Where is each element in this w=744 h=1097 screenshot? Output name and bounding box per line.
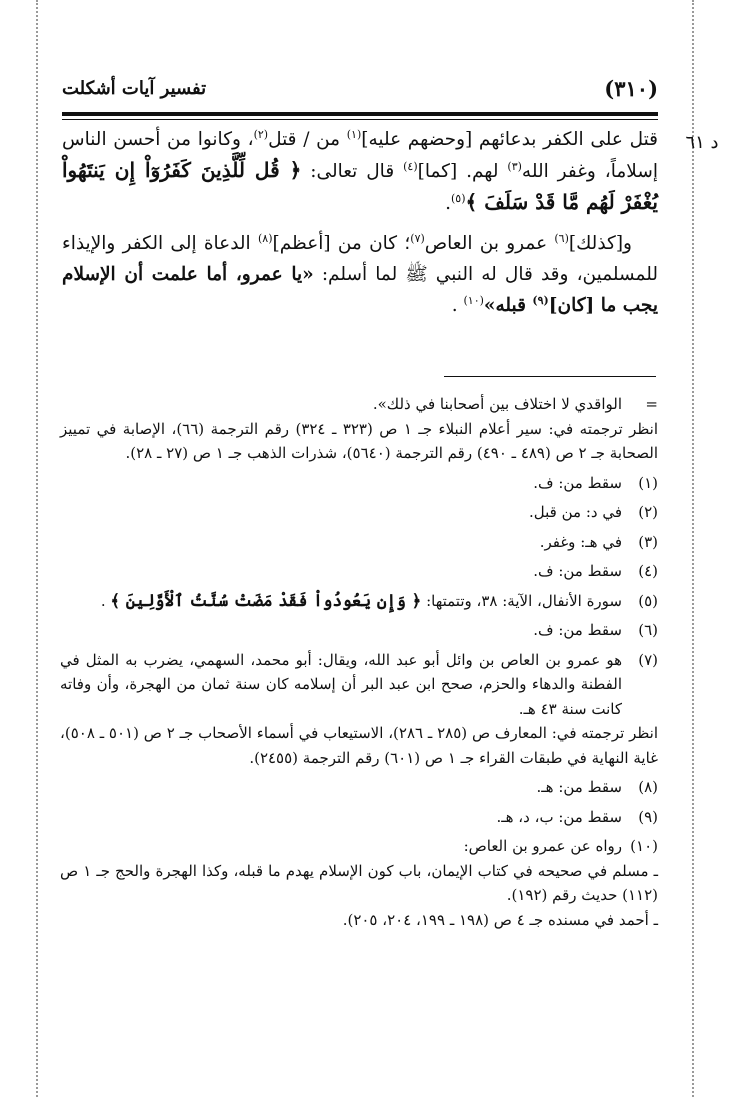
footnote-1: (١) سقط من: ف.	[60, 471, 658, 496]
page-header	[62, 76, 658, 104]
footnote-ref: (١٠)	[463, 293, 484, 307]
footnote-ref: (٨)	[257, 231, 273, 245]
manuscript-folio-ref: د ٦١	[685, 132, 719, 153]
footnote-separator	[444, 376, 656, 377]
footnote-2: (٢) في د: من قبل.	[60, 500, 658, 525]
footnote-ref: (٣)	[507, 159, 522, 173]
quran-verse: ﴿ قُل لِّلَّذِينَ كَفَرُوٓاْ إِن يَنتَهُواْ يُغْفَرْ لَهُم مَّا قَدْ سَلَفَ ﴾	[62, 158, 658, 214]
footnote-10: (١٠) رواه عن عمرو بن العاص: ـ مسلم في صحيحه في كتاب الإيمان، باب كون الإسلام يهدم ما قبله، وكذا الهجرة والحج جـ ١ ص (١١٢) حديث رقم (١٩٢). ـ أحمد في مسنده جـ ٤ ص (١٩٨ ـ ١٩٩، ٢٠٤، ٢٠٥).	[60, 834, 658, 932]
paragraph-2: و[كذلك]$^{(٦)}$ عمرو بن العاص$^{(٧)}$؛ كان من [أعظم]$^{(٨)}$ الدعاة إلى الكفر والإيذاء للمسلمين، وقد قال له النبي ﷺ لما أسلم: «يا عمرو، أما علمت أن الإسلام يجب ما [كان]$^{(٩)}$ قبله»$^{(١٠)}$ .	[62, 231, 658, 316]
footnote-9: (٩) سقط من: ب، د، هـ.	[60, 805, 658, 830]
main-text	[62, 124, 658, 321]
footnote-4: (٤) سقط من: ف.	[60, 559, 658, 584]
footnotes	[60, 392, 658, 937]
footnote-mark: (٢)	[638, 503, 658, 521]
quran-verse: ﴿ وَإِن يَعُودُواْ فَقَدْ مَضَتْ سُنَّتُ ٱلْأَوَّلِينَ ﴾	[110, 590, 422, 610]
footnote-mark: (٩)	[638, 807, 658, 826]
footnote-mark: (٤)	[638, 562, 658, 580]
footnote-mark: =	[645, 395, 658, 413]
running-title: تفسير آيات أشكلت	[62, 78, 207, 99]
footnote-mark: (٨)	[638, 778, 658, 796]
header-rule-thin	[62, 119, 658, 120]
scan-edge-left	[36, 0, 38, 1097]
paragraph-1: قتل على الكفر بدعائهم [وحضهم عليه]$^{(١)}$ من / قتل$^{(٢)}$، وكانوا من أحسن الناس إسلاماً، وغفر الله$^{(٣)}$ لهم. [كما]$^{(٤)}$ قال تعالى: ﴿ قُل لِّلَّذِينَ كَفَرُوٓاْ إِن يَنتَهُواْ يُغْفَرْ لَهُم مَّا قَدْ سَلَفَ ﴾$^{(٥)}$.	[62, 127, 658, 214]
footnote-6: (٦) سقط من: ف.	[60, 618, 658, 643]
footnote-ref: (٢)	[253, 127, 269, 141]
scan-edge-right	[692, 0, 694, 1097]
footnote-3: (٣) في هـ: وغفر.	[60, 530, 658, 555]
footnote-ref: (٥)	[451, 191, 466, 205]
footnote-mark: (٧)	[638, 650, 658, 669]
footnote-ref: (٤)	[403, 159, 418, 173]
footnote-mark: (١٠)	[630, 837, 658, 855]
footnote-ref: (٧)	[410, 231, 425, 245]
footnote-7: (٧) هو عمرو بن العاص بن وائل أبو عبد الله، ويقال: أبو محمد، السهمي، يضرب به المثل في الفطنة والدهاء والحزم، صحح ابن عبد البر أن إسلامه كان سنة ثمان من الهجرة، وأن وفاته كانت سنة ٤٣ هـ. انظر ترجمته في: المعارف ص (٢٨٥ ـ ٢٨٦)، الاستيعاب في أسماء الأصحاب جـ ٢ ص (٥٠١ ـ ٥٠٨)، غاية النهاية في طبقات القراء جـ ١ ص (٦٠١) رقم الترجمة (٢٤٥٥).	[60, 648, 658, 771]
page-number: (٣١٠)	[604, 76, 658, 101]
footnote-mark: (٦)	[638, 621, 658, 639]
footnote-ref: (٦)	[554, 231, 569, 245]
footnote-ref: (١)	[346, 127, 362, 141]
footnote-mark: (٣)	[638, 532, 658, 551]
footnote-8: (٨) سقط من: هـ.	[60, 775, 658, 800]
footnote-ref: (٩)	[532, 293, 549, 307]
footnote-mark: (٥)	[638, 591, 658, 610]
footnote-mark: (١)	[638, 473, 658, 492]
footnote-5: (٥) سورة الأنفال، الآية: ٣٨، وتتمتها: ﴿ وَإِن يَعُودُواْ فَقَدْ مَضَتْ سُنَّتُ ٱلْأَوَّلِينَ ﴾ .	[60, 589, 658, 614]
header-rule-thick	[62, 112, 658, 116]
footnote-continued: = الواقدي لا اختلاف بين أصحابنا في ذلك». انظر ترجمته في: سير أعلام النبلاء جـ ١ ص (٣٢٣ ـ ٣٢٤) رقم الترجمة (٦٦)، الإصابة في تمييز الصحابة جـ ٢ ص (٤٨٩ ـ ٤٩٠) رقم الترجمة (٥٦٤٠)، شذرات الذهب جـ ١ ص (٢٧ ـ ٢٨).	[60, 392, 658, 466]
hadith-quote: «يا عمرو، أما علمت أن الإسلام يجب ما [كان]$^{(٩)}$ قبله»	[62, 264, 658, 316]
